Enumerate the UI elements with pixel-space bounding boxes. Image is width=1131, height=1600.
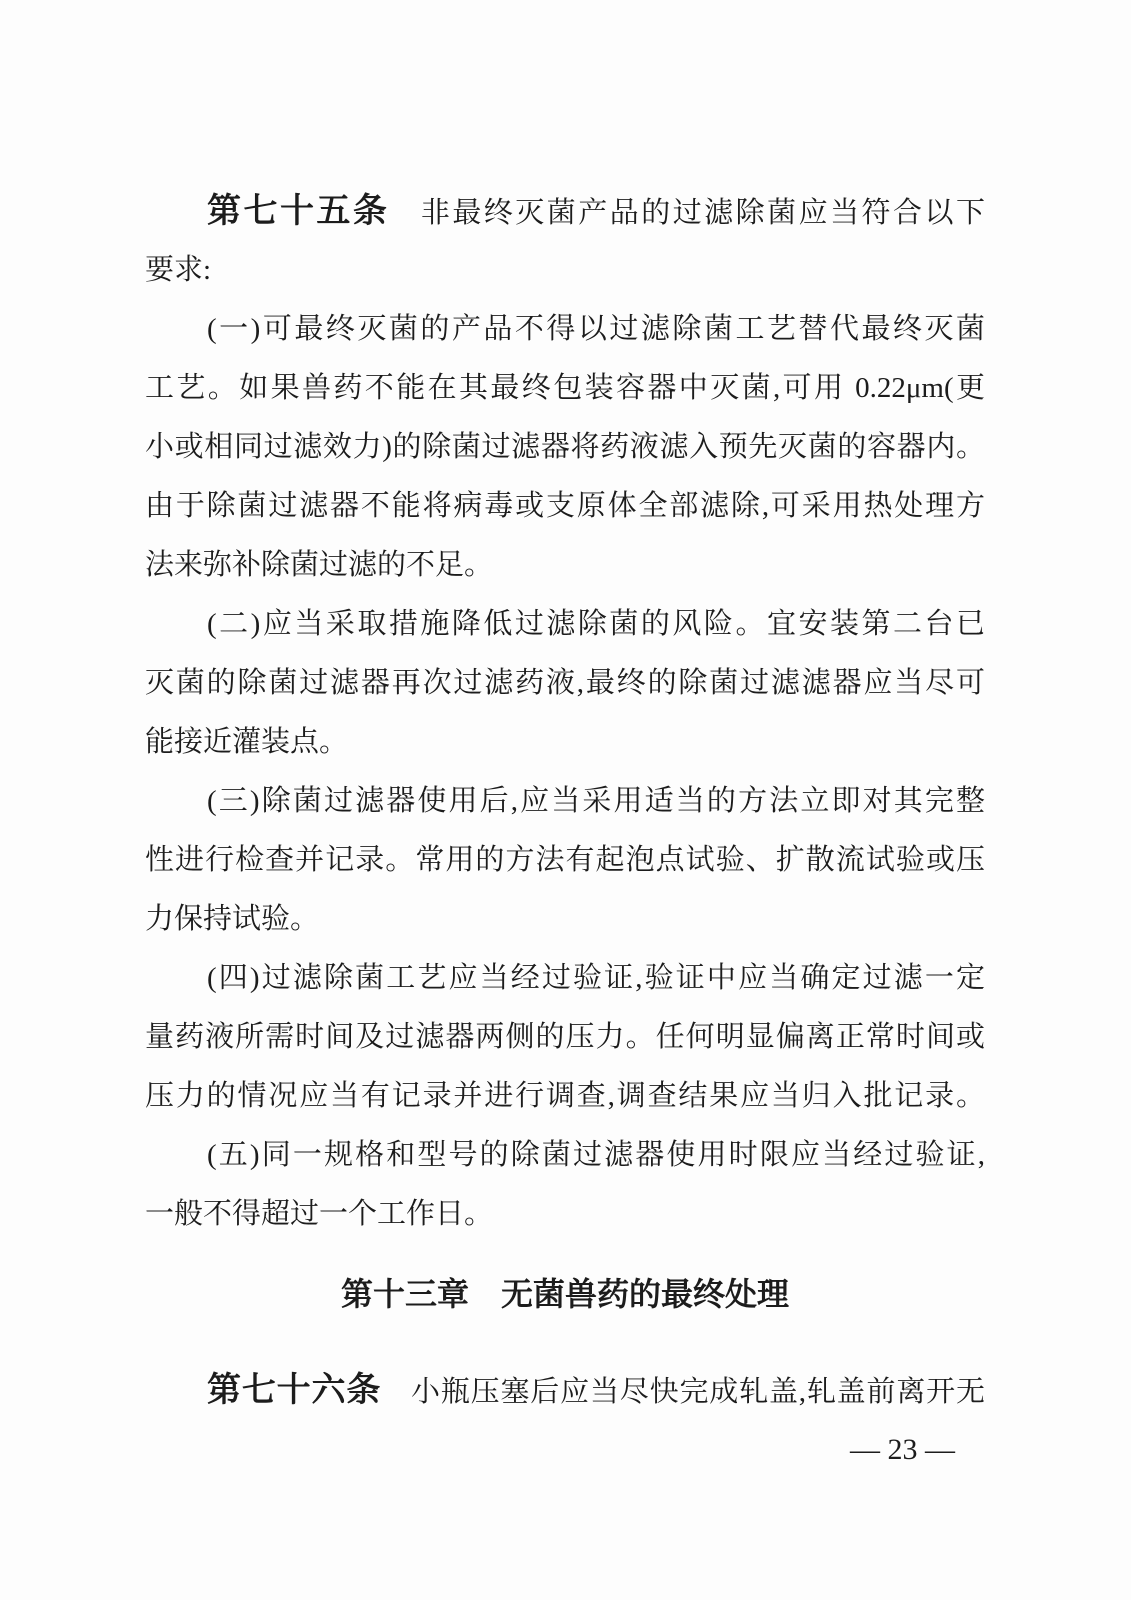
article-75-opening-text: 非最终灭菌产品的过滤除菌应当符合以下: [389, 197, 985, 229]
item-4-line: (四)过滤除菌工艺应当经过验证,验证中应当确定过滤一定: [207, 962, 985, 994]
item-1-line: (一)可最终灭菌的产品不得以过滤除菌工艺替代最终灭菌: [207, 313, 985, 345]
body-line: 量药液所需时间及过滤器两侧的压力。任何明显偏离正常时间或: [145, 1021, 985, 1053]
article-76-opening-line: [145, 1361, 985, 1420]
body-line: 一般不得超过一个工作日。: [145, 1198, 494, 1230]
article-76-opening-text: 小瓶压塞后应当尽快完成轧盖,轧盖前离开无: [381, 1376, 985, 1408]
body-line: 灭菌的除菌过滤器再次过滤药液,最终的除菌过滤滤器应当尽可: [145, 667, 985, 699]
body-line: 小或相同过滤效力)的除菌过滤器将药液滤入预先灭菌的容器内。: [145, 431, 985, 463]
body-line: 压力的情况应当有记录并进行调查,调查结果应当归入批记录。: [145, 1080, 985, 1112]
body-line: 力保持试验。: [145, 903, 320, 935]
body-line: 工艺。如果兽药不能在其最终包装容器中灭菌,可用 0.22μm(更: [145, 372, 985, 404]
item-3-line: (三)除菌过滤器使用后,应当采用适当的方法立即对其完整: [207, 785, 985, 817]
article-76-number: 第七十六条: [207, 1371, 382, 1409]
item-2-line: (二)应当采取措施降低过滤除菌的风险。宜安装第二台已: [207, 608, 985, 640]
body-line: 性进行检查并记录。常用的方法有起泡点试验、扩散流试验或压: [145, 844, 985, 876]
page-number: — 23 —: [850, 1433, 955, 1466]
body-line: 由于除菌过滤器不能将病毒或支原体全部滤除,可采用热处理方: [145, 490, 985, 522]
chapter-13-heading: 第十三章 无菌兽药的最终处理: [340, 1276, 789, 1312]
body-line: 要求:: [145, 254, 212, 286]
item-5-line: (五)同一规格和型号的除菌过滤器使用时限应当经过验证,: [207, 1139, 985, 1171]
body-line: 能接近灌装点。: [145, 726, 349, 758]
article-75-opening-line: [145, 182, 985, 241]
article-75-number: 第七十五条: [207, 192, 390, 230]
body-line: 法来弥补除菌过滤的不足。: [145, 549, 494, 581]
